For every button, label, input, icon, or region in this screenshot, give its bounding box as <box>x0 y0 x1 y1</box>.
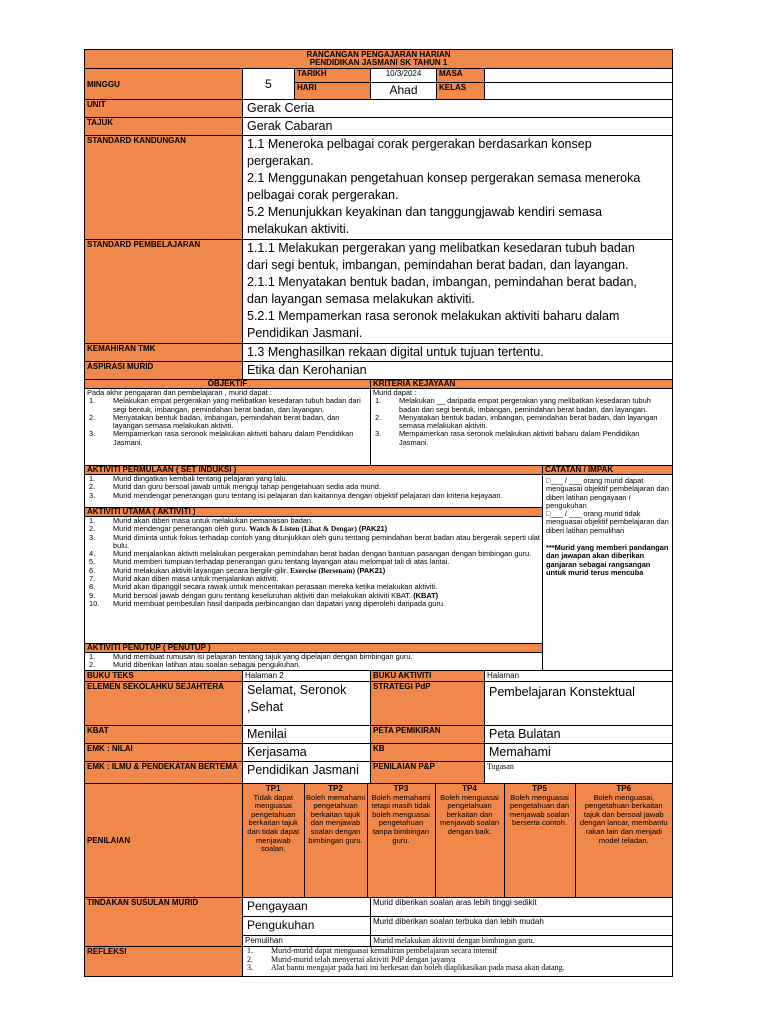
kriteria-title: KRITERIA KEJAYAAN <box>371 380 673 389</box>
tp-table <box>243 784 672 897</box>
utama-item: 2. Murid mendengar penerangan oleh guru. Watch & Listen (Lihat & Dengar) (PAK21) <box>89 524 388 534</box>
permulaan-body <box>85 475 543 508</box>
catatan-note: ***Murid yang memberi pandangan dan jawapan akan diberikan ganjaran sebagai rangsangan untuk murid terus mencuba <box>546 543 669 577</box>
catatan-remedial: □___ / ___ orang murid tidak menguasai objektif pembelajaran dan diberi latihan pemulihan <box>546 509 669 535</box>
catatan-body <box>543 475 673 671</box>
tp4-cell: TP4 Boleh menguasai pengetahuan berkaitan dan menjawab soalan dengan baik. <box>435 784 504 897</box>
emk-ilmu-label: EMK : ILMU & PENDEKATAN BERTEMA <box>85 762 243 784</box>
tp1-cell: TP1 Tidak dapat menguasai pengetahuan berkaitan tajuk dan tidak dapat menjawab soalan. <box>243 784 304 897</box>
penilaian-pp-label: PENILAIAN P&P <box>371 762 485 784</box>
susulan-type: Pengayaan <box>243 898 371 917</box>
masa-value <box>485 69 673 83</box>
susulan-desc: Murid diberikan soalan terbuka dan lebih mudah <box>371 917 673 936</box>
penilaian-tp-grid <box>243 784 673 898</box>
susulan-type: Pengukuhan <box>243 917 371 936</box>
tp3-cell: TP3 Boleh memahami tetapi masih tidak boleh menguasai pengetahuan tanpa bimbingan guru. <box>367 784 435 897</box>
lesson-plan-table <box>84 49 673 977</box>
peta-label: PETA PEMIKIRAN <box>371 726 485 744</box>
utama-item: 6. Murid melakukan aktiviti layangan secara bergilir-gilir. Exercise (Bersenam) (PAK21) <box>89 565 386 575</box>
lesson-plan-sheet <box>84 49 672 977</box>
permulaan-item: 3. Murid mendengar penerangan guru tentang isi pelajaran dan kaitannya dengan objektif pelajaran dan kriteria kejayaan. <box>89 490 503 500</box>
susulan-desc: Murid diberikan soalan aras lebih tinggi sedikit <box>371 898 673 917</box>
refleksi-item: 2. Murid-murid telah menyertai aktiviti PdP dengan jayanya <box>247 954 456 964</box>
sp-line: 1.1.1 Melakukan pergerakan yang melibatkan kesedaran tubuh badan dari segi bentuk, imbangan, pemindahan berat badan, dan layangan. <box>247 241 635 272</box>
kriteria-body <box>371 389 673 466</box>
kriteria-intro: Murid dapat : <box>373 388 417 397</box>
plan-subtitle: PENDIDIKAN JASMANI SK TAHUN 1 <box>309 58 448 67</box>
buku-teks-value: Halaman 2 <box>243 671 371 682</box>
objektif-item: 2. Menyatakan bentuk badan, imbangan, pemindahan berat badan, dan layangan semasa melakukan aktiviti. <box>89 412 340 431</box>
elemen-label: ELEMEN SEKOLAHKU SEJAHTERA <box>85 682 243 726</box>
catatan-enrichment: □___ / ___ orang murid dapat menguasai objektif pembelajaran dan diberi latihan pengayaan / pengukuhan <box>546 476 669 510</box>
utama-item: 10. Murid membuat pembetulan hasil daripada perbincangan dan dapatan yang diperolehi daripada guru. <box>89 598 445 608</box>
emk-nilai-label: EMK : NILAI <box>85 744 243 762</box>
minggu-label: MINGGU <box>85 69 243 100</box>
standard-pembelajaran-label: STANDARD PEMBELAJARAN <box>85 240 243 344</box>
emk-nilai-value: Kerjasama <box>243 744 371 762</box>
unit-label: UNIT <box>85 100 243 118</box>
kelas-label: KELAS <box>437 83 485 100</box>
susulan-desc: Murid melakukan aktiviti dengan bimbingan guru. <box>371 936 673 947</box>
masa-label: MASA <box>437 69 485 83</box>
utama-item: 7. Murid akan diberi masa untuk menjalankan aktiviti. <box>89 574 279 584</box>
penutup-item: 2. Murid diberikan latihan atau soalan sebagai pengukuhan. <box>89 660 301 670</box>
refleksi-item: 1. Murid-murid dapat menguasai kemahiran pembelajaran secara intensif <box>247 946 498 955</box>
penutup-item: 1. Murid membuat rumusan isi pelajaran tentang tajuk yang dipelajari dengan bimbingan guru. <box>89 652 413 661</box>
hari-label: HARI <box>295 83 371 100</box>
buku-teks-label: BUKU TEKS <box>85 671 243 682</box>
utama-item: 4. Murid menjalankan aktiviti melakukan pergerakan pemindahan berat badan dengan bantuan pasangan dengan bimbingan guru. <box>89 549 532 559</box>
refleksi-label: REFLEKSI <box>85 947 243 977</box>
susulan-label: TINDAKAN SUSULAN MURID <box>85 898 243 947</box>
strategi-label: STRATEGI PdP <box>371 682 485 726</box>
kb-label: KB <box>371 744 485 762</box>
objektif-body <box>85 389 371 466</box>
permulaan-title: AKTIVITI PERMULAAN ( SET INDUKSI ) <box>85 466 543 475</box>
strategi-value: Pembelajaran Konstektual <box>485 682 673 726</box>
kriteria-item: 1. Melakukan __ daripada empat pergerakan yang melibatkan kesedaran tubuh badan dari segi bentuk, imbangan, pemindahan berat badan, dan layangan. <box>375 396 651 414</box>
utama-item: 9. Murid bersoal jawab dengan guru tentang keseluruhan aktiviti dan melakukan aktiviti KBAT. (KBAT) <box>89 590 439 600</box>
tp2-cell: TP2 Boleh memahami pengetahuan berkaitan tajuk dan menjawab soalan dengan bimbingan guru. <box>304 784 367 897</box>
sk-line: 2.1 Menggunakan pengetahuan konsep pergerakan semasa meneroka pelbagai corak pergerakan. <box>247 171 641 202</box>
tmk-value: 1.3 Menghasilkan rekaan digital untuk tujuan tertentu. <box>243 344 673 362</box>
penilaian-pp-value: Tugasan <box>485 762 673 784</box>
plan-header <box>85 50 673 69</box>
sk-line: 5.2 Menunjukkan keyakinan dan tanggungjawab kendiri semasa melakukan aktiviti. <box>247 205 603 236</box>
minggu-value: 5 <box>243 69 295 100</box>
plan-title: RANCANGAN PENGAJARAN HARIAN <box>306 50 451 59</box>
sp-line: 2.1.1 Menyatakan bentuk badan, imbangan, pemindahan berat badan, dan layangan semasa melakukan aktiviti. <box>247 275 637 306</box>
tajuk-label: TAJUK <box>85 118 243 136</box>
catatan-title: CATATAN / IMPAK <box>543 466 673 475</box>
utama-item: 1. Murid akan diberi masa untuk melakukan pemanasan badan. <box>89 516 314 525</box>
tarikh-label: TARIKH <box>295 69 371 83</box>
standard-kandungan-value <box>243 136 673 240</box>
objektif-intro: Pada akhir pengajaran dan pembelajaran , murid dapat : <box>87 388 272 397</box>
penilaian-label: PENILAIAN <box>85 784 243 898</box>
hari-value: Ahad <box>371 83 437 100</box>
penutup-title: AKTIVITI PENUTUP ( PENUTUP ) <box>85 644 543 653</box>
utama-item: 5. Murid memberi tumpuan terhadap penerangan guru tentang layangan atau melompat tali di atas lantai. <box>89 557 450 567</box>
kriteria-item: 2. Menyatakan bentuk badan, imbangan, pemindahan berat badan, dan layangan semasa melakukan aktiviti. <box>375 412 658 431</box>
refleksi-body <box>243 947 673 977</box>
utama-title: AKTIVITI UTAMA ( AKTIVITI ) <box>85 508 543 517</box>
permulaan-item: 1. Murid diingatkan kembali tentang pelajaran yang lalu. <box>89 474 288 483</box>
kb-value: Memahami <box>485 744 673 762</box>
kriteria-item: 3. Mempamerkan rasa seronok melakukan aktiviti baharu dalam Pendidikan Jasmani. <box>375 429 640 447</box>
tarikh-value: 10/3/2024 <box>371 69 437 83</box>
utama-body <box>85 517 543 644</box>
penutup-body <box>85 653 543 671</box>
sk-line: 1.1 Meneroka pelbagai corak pergerakan berdasarkan konsep pergerakan. <box>247 137 592 168</box>
standard-kandungan-label: STANDARD KANDUNGAN <box>85 136 243 240</box>
buku-aktiviti-label: BUKU AKTIVITI <box>371 671 485 682</box>
unit-value: Gerak Ceria <box>243 100 673 118</box>
kbat-label: KBAT <box>85 726 243 744</box>
elemen-value: Selamat, Seronok ,Sehat <box>243 682 371 726</box>
kbat-value: Menilai <box>243 726 371 744</box>
utama-item: 8. Murid akan dipanggil secara rawak untuk menceritakan perasaan mereka ketika melakukan aktiviti. <box>89 582 438 592</box>
peta-value: Peta Bulatan <box>485 726 673 744</box>
aspirasi-value: Etika dan Kerohanian <box>243 362 673 380</box>
tp6-cell: TP6 Boleh menguasai, pengetahuan berkaitan tajuk dan bersoal jawab dengan lancar, membantu rakan lain dan menjadi model teladan. <box>575 784 672 897</box>
tp5-cell: TP5 Boleh menguasai pengetahuan dan menjawab soalan berserta contoh. <box>504 784 575 897</box>
tajuk-value: Gerak Cabaran <box>243 118 673 136</box>
susulan-type: Pemulihan <box>243 936 371 947</box>
refleksi-item: 3. Alat bantu mengajar pada hari ini berkesan dan boleh diaplikasikan pada masa akan datang. <box>247 963 565 972</box>
permulaan-item: 2. Murid dan guru bersoal jawab untuk menguji tahap pengetahuan sedia ada murid. <box>89 482 381 492</box>
utama-item: 3. Murid diminta untuk fokus terhadap contoh yang ditunjukkan oleh guru tentang pemindahan berat badan atau bergerak seperti ulat bulu. <box>89 532 540 550</box>
aspirasi-label: ASPIRASI MURID <box>85 362 243 380</box>
tmk-label: KEMAHIRAN TMK <box>85 344 243 362</box>
sp-line: 5.2.1 Mempamerkan rasa seronok melakukan aktiviti baharu dalam Pendidikan Jasmani. <box>247 309 620 340</box>
objektif-title: OBJEKTIF <box>85 380 371 389</box>
objektif-item: 1. Melakukan empat pergerakan yang melibatkan kesedaran tubuh badan dari segi bentuk, imbangan, pemindahan berat badan, dan layangan. <box>89 396 361 414</box>
emk-ilmu-value: Pendidikan Jasmani <box>243 762 371 784</box>
standard-pembelajaran-value <box>243 240 673 344</box>
buku-aktiviti-value: Halaman <box>485 671 673 682</box>
kelas-value <box>485 83 673 100</box>
objektif-item: 3. Mempamerkan rasa seronok melakukan aktiviti baharu dalam Pendidikan Jasmani. <box>89 429 354 447</box>
